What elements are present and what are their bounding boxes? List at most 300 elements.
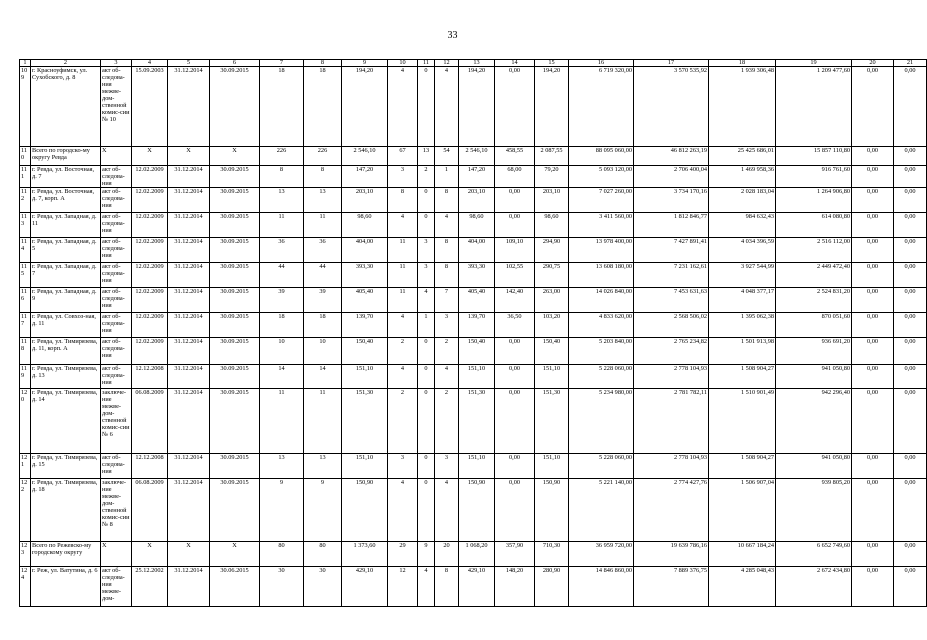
- table-row: [20, 365, 927, 389]
- table-cell-col-9: 405,40: [342, 288, 388, 313]
- table-cell-col-11: 1: [418, 313, 435, 338]
- table-cell-col-4: X: [132, 542, 168, 567]
- table-cell-col-18: 1 506 907,04: [709, 479, 776, 542]
- table-cell-col-7: 39: [260, 288, 304, 313]
- table-cell-col-2: г. Ревда, ул. Тимирязева, д. 18: [31, 479, 101, 542]
- table-cell-col-5: 31.12.2014: [168, 454, 210, 479]
- column-number-2: 2: [31, 60, 101, 67]
- table-cell-col-10: 2: [388, 338, 418, 365]
- table-cell-col-17: 2 765 234,82: [634, 338, 709, 365]
- table-cell-col-10: 2: [388, 389, 418, 454]
- table-cell-col-15: 150,40: [535, 338, 569, 365]
- table-cell-col-2: г. Ревда, ул. Восточная, д. 7, корп. А: [31, 188, 101, 213]
- table-cell-col-3: акт об-следова-ния: [101, 365, 132, 389]
- table-cell-col-4: 12.02.2009: [132, 313, 168, 338]
- table-cell-col-6: 30.09.2015: [210, 454, 260, 479]
- table-cell-col-4: 12.02.2009: [132, 188, 168, 213]
- table-cell-col-3: акт об-следова-ния: [101, 288, 132, 313]
- table-cell-col-7: 226: [260, 147, 304, 166]
- table-cell-col-10: 4: [388, 365, 418, 389]
- table-cell-col-10: 4: [388, 213, 418, 238]
- table-row: [20, 263, 927, 288]
- table-cell-col-10: 11: [388, 288, 418, 313]
- table-cell-col-3: акт об-следова-ния: [101, 263, 132, 288]
- table-cell-col-8: 11: [304, 213, 342, 238]
- table-cell-col-1: 118: [20, 338, 31, 365]
- table-cell-col-20: 0,00: [852, 338, 894, 365]
- column-number-1: 1: [20, 60, 31, 67]
- table-cell-col-8: 8: [304, 166, 342, 188]
- table-cell-col-8: 30: [304, 567, 342, 607]
- table-cell-col-3: X: [101, 147, 132, 166]
- table-cell-col-6: 30.09.2015: [210, 479, 260, 542]
- table-cell-col-8: 13: [304, 454, 342, 479]
- table-cell-col-13: 151,10: [459, 454, 495, 479]
- table-cell-col-16: 5 203 840,00: [569, 338, 634, 365]
- table-cell-col-3: акт об-следова-ния: [101, 188, 132, 213]
- table-cell-col-8: 80: [304, 542, 342, 567]
- table-cell-col-18: 3 927 544,99: [709, 263, 776, 288]
- table-cell-col-9: 150,90: [342, 479, 388, 542]
- table-cell-col-13: 98,60: [459, 213, 495, 238]
- table-cell-col-17: 2 774 427,76: [634, 479, 709, 542]
- table-cell-col-14: 0,00: [495, 389, 535, 454]
- table-cell-col-17: 2 706 400,04: [634, 166, 709, 188]
- table-cell-col-9: 404,00: [342, 238, 388, 263]
- table-cell-col-19: 614 080,80: [776, 213, 852, 238]
- table-cell-col-3: заключе-ние межве-дом-ственной комис-сии № 8: [101, 479, 132, 542]
- table-cell-col-12: 3: [435, 313, 459, 338]
- table-cell-col-3: заключе-ние межве-дом-ственной комис-сии № 6: [101, 389, 132, 454]
- table-cell-col-2: г. Ревда, ул. Совхоз-ная, д. 11: [31, 313, 101, 338]
- table-cell-col-1: 110: [20, 147, 31, 166]
- table-cell-col-9: 139,70: [342, 313, 388, 338]
- table-cell-col-12: 4: [435, 479, 459, 542]
- table-cell-col-20: 0,00: [852, 567, 894, 607]
- table-cell-col-9: 150,40: [342, 338, 388, 365]
- table-row: [20, 479, 927, 542]
- table-cell-col-13: 147,20: [459, 166, 495, 188]
- table-cell-col-16: 3 411 560,00: [569, 213, 634, 238]
- column-number-14: 14: [495, 60, 535, 67]
- table-cell-col-9: 98,60: [342, 213, 388, 238]
- table-cell-col-10: 4: [388, 313, 418, 338]
- table-cell-col-1: 112: [20, 188, 31, 213]
- table-cell-col-1: 114: [20, 238, 31, 263]
- table-cell-col-7: 10: [260, 338, 304, 365]
- table-cell-col-11: 9: [418, 542, 435, 567]
- column-number-12: 12: [435, 60, 459, 67]
- table-cell-col-17: 2 781 782,11: [634, 389, 709, 454]
- table-cell-col-4: 25.12.2002: [132, 567, 168, 607]
- table-cell-col-13: 404,00: [459, 238, 495, 263]
- table-cell-col-21: 0,00: [894, 389, 927, 454]
- table-cell-col-13: 194,20: [459, 67, 495, 147]
- table-cell-col-6: 30.09.2015: [210, 166, 260, 188]
- column-number-3: 3: [101, 60, 132, 67]
- table-cell-col-4: 06.08.2009: [132, 479, 168, 542]
- table-cell-col-5: 31.12.2014: [168, 238, 210, 263]
- table-cell-col-2: г. Ревда, ул. Тимирязева, д. 11, корп. А: [31, 338, 101, 365]
- table-cell-col-9: 2 546,10: [342, 147, 388, 166]
- table-cell-col-8: 36: [304, 238, 342, 263]
- table-cell-col-21: 0,00: [894, 365, 927, 389]
- table-cell-col-5: 31.12.2014: [168, 567, 210, 607]
- table-cell-col-8: 10: [304, 338, 342, 365]
- table-cell-col-17: 7 453 631,63: [634, 288, 709, 313]
- table-cell-col-17: 7 231 162,61: [634, 263, 709, 288]
- column-number-17: 17: [634, 60, 709, 67]
- table-cell-col-13: 139,70: [459, 313, 495, 338]
- table-cell-col-19: 936 691,20: [776, 338, 852, 365]
- table-row: [20, 147, 927, 166]
- table-cell-col-12: 3: [435, 454, 459, 479]
- table-cell-col-5: 31.12.2014: [168, 338, 210, 365]
- table-cell-col-7: 8: [260, 166, 304, 188]
- table-cell-col-10: 67: [388, 147, 418, 166]
- table-cell-col-8: 9: [304, 479, 342, 542]
- table-cell-col-3: акт об-следова-ния межве-дом-ственной комис-сии № 10: [101, 67, 132, 147]
- table-cell-col-5: 31.12.2014: [168, 479, 210, 542]
- table-cell-col-13: 150,40: [459, 338, 495, 365]
- table-cell-col-13: 393,30: [459, 263, 495, 288]
- table-row: [20, 288, 927, 313]
- table-cell-col-6: X: [210, 542, 260, 567]
- table-cell-col-17: 3 570 535,92: [634, 67, 709, 147]
- table-row: [20, 567, 927, 607]
- table-cell-col-18: 2 028 183,04: [709, 188, 776, 213]
- table-cell-col-11: 0: [418, 454, 435, 479]
- table-cell-col-6: 30.09.2015: [210, 188, 260, 213]
- table-cell-col-20: 0,00: [852, 479, 894, 542]
- table-cell-col-4: 06.08.2009: [132, 389, 168, 454]
- table-cell-col-16: 4 833 620,00: [569, 313, 634, 338]
- table-cell-col-16: 13 608 180,00: [569, 263, 634, 288]
- table-cell-col-14: 36,50: [495, 313, 535, 338]
- table-cell-col-8: 39: [304, 288, 342, 313]
- table-cell-col-15: 194,20: [535, 67, 569, 147]
- table-cell-col-15: 294,90: [535, 238, 569, 263]
- table-cell-col-21: 0,00: [894, 313, 927, 338]
- table-cell-col-17: 3 734 170,16: [634, 188, 709, 213]
- table-cell-col-6: 30.09.2015: [210, 213, 260, 238]
- table-cell-col-16: 6 719 320,00: [569, 67, 634, 147]
- table-cell-col-13: 150,90: [459, 479, 495, 542]
- table-cell-col-10: 29: [388, 542, 418, 567]
- table-cell-col-16: 14 026 840,00: [569, 288, 634, 313]
- table-cell-col-2: Всего по городско-му округу Ревда: [31, 147, 101, 166]
- table-cell-col-18: 984 632,43: [709, 213, 776, 238]
- table-cell-col-1: 122: [20, 479, 31, 542]
- table-cell-col-16: 88 095 060,00: [569, 147, 634, 166]
- column-number-21: 21: [894, 60, 927, 67]
- table-cell-col-17: 7 427 891,41: [634, 238, 709, 263]
- table-cell-col-11: 0: [418, 188, 435, 213]
- table-cell-col-5: 31.12.2014: [168, 166, 210, 188]
- table-cell-col-4: 12.02.2009: [132, 338, 168, 365]
- table-cell-col-15: 98,60: [535, 213, 569, 238]
- table-cell-col-2: г. Ревда, ул. Восточная, д. 7: [31, 166, 101, 188]
- table-cell-col-9: 429,10: [342, 567, 388, 607]
- table-cell-col-4: 12.02.2009: [132, 263, 168, 288]
- table-cell-col-1: 116: [20, 288, 31, 313]
- table-cell-col-13: 151,10: [459, 365, 495, 389]
- table-cell-col-15: 103,20: [535, 313, 569, 338]
- table-cell-col-14: 0,00: [495, 479, 535, 542]
- column-number-13: 13: [459, 60, 495, 67]
- table-cell-col-6: 30.06.2015: [210, 567, 260, 607]
- table-cell-col-10: 4: [388, 479, 418, 542]
- table-cell-col-19: 939 805,20: [776, 479, 852, 542]
- table-cell-col-4: 15.09.2003: [132, 67, 168, 147]
- table-cell-col-8: 226: [304, 147, 342, 166]
- table-cell-col-20: 0,00: [852, 238, 894, 263]
- table-cell-col-9: 151,30: [342, 389, 388, 454]
- table-cell-col-5: 31.12.2014: [168, 288, 210, 313]
- table-cell-col-8: 44: [304, 263, 342, 288]
- table-row: [20, 389, 927, 454]
- table-cell-col-21: 0,00: [894, 567, 927, 607]
- report-table-wrapper: [19, 59, 916, 607]
- table-cell-col-2: г. Ревда, ул. Тимирязева, д. 13: [31, 365, 101, 389]
- table-cell-col-18: 25 425 686,01: [709, 147, 776, 166]
- table-cell-col-21: 0,00: [894, 288, 927, 313]
- table-cell-col-15: 151,10: [535, 365, 569, 389]
- table-row: [20, 188, 927, 213]
- table-cell-col-19: 941 050,80: [776, 454, 852, 479]
- table-cell-col-13: 429,10: [459, 567, 495, 607]
- table-cell-col-4: 12.02.2009: [132, 288, 168, 313]
- table-cell-col-11: 0: [418, 338, 435, 365]
- table-cell-col-20: 0,00: [852, 166, 894, 188]
- table-cell-col-9: 1 373,60: [342, 542, 388, 567]
- table-cell-col-16: 13 978 400,00: [569, 238, 634, 263]
- column-number-4: 4: [132, 60, 168, 67]
- table-cell-col-20: 0,00: [852, 147, 894, 166]
- table-cell-col-7: 18: [260, 313, 304, 338]
- table-cell-col-19: 15 857 110,80: [776, 147, 852, 166]
- column-number-7: 7: [260, 60, 304, 67]
- table-cell-col-14: 458,55: [495, 147, 535, 166]
- column-number-5: 5: [168, 60, 210, 67]
- table-cell-col-10: 11: [388, 263, 418, 288]
- table-cell-col-12: 8: [435, 567, 459, 607]
- table-cell-col-1: 121: [20, 454, 31, 479]
- table-cell-col-4: 12.02.2009: [132, 166, 168, 188]
- table-cell-col-11: 4: [418, 567, 435, 607]
- table-cell-col-11: 0: [418, 213, 435, 238]
- table-cell-col-19: 1 209 477,60: [776, 67, 852, 147]
- table-cell-col-4: X: [132, 147, 168, 166]
- column-number-10: 10: [388, 60, 418, 67]
- table-cell-col-7: 44: [260, 263, 304, 288]
- table-cell-col-9: 203,10: [342, 188, 388, 213]
- table-cell-col-21: 0,00: [894, 166, 927, 188]
- table-body: [20, 67, 927, 607]
- table-cell-col-14: 0,00: [495, 454, 535, 479]
- table-cell-col-19: 2 672 434,80: [776, 567, 852, 607]
- table-cell-col-12: 20: [435, 542, 459, 567]
- table-cell-col-14: 102,55: [495, 263, 535, 288]
- table-cell-col-19: 6 652 749,60: [776, 542, 852, 567]
- table-cell-col-15: 150,90: [535, 479, 569, 542]
- table-cell-col-11: 3: [418, 238, 435, 263]
- table-cell-col-13: 405,40: [459, 288, 495, 313]
- table-cell-col-6: X: [210, 147, 260, 166]
- table-cell-col-21: 0,00: [894, 263, 927, 288]
- table-cell-col-12: 8: [435, 188, 459, 213]
- table-cell-col-18: 1 939 306,48: [709, 67, 776, 147]
- table-cell-col-5: 31.12.2014: [168, 263, 210, 288]
- table-cell-col-21: 0,00: [894, 238, 927, 263]
- table-cell-col-4: 12.02.2009: [132, 238, 168, 263]
- table-cell-col-2: г. Ревда, ул. Тимирязева, д. 14: [31, 389, 101, 454]
- table-cell-col-12: 1: [435, 166, 459, 188]
- table-cell-col-15: 280,90: [535, 567, 569, 607]
- table-cell-col-11: 4: [418, 288, 435, 313]
- table-cell-col-19: 2 524 831,20: [776, 288, 852, 313]
- table-cell-col-2: г. Красноуфимск, ул. Сухобского, д. 8: [31, 67, 101, 147]
- table-cell-col-2: г. Ревда, ул. Западная, д. 5: [31, 238, 101, 263]
- table-cell-col-13: 2 546,10: [459, 147, 495, 166]
- table-cell-col-1: 109: [20, 67, 31, 147]
- table-cell-col-7: 13: [260, 454, 304, 479]
- table-cell-col-6: 30.09.2015: [210, 389, 260, 454]
- table-cell-col-1: 119: [20, 365, 31, 389]
- table-cell-col-2: г. Ревда, ул. Тимирязева, д. 15: [31, 454, 101, 479]
- table-cell-col-18: 1 501 913,98: [709, 338, 776, 365]
- table-cell-col-4: 12.12.2008: [132, 454, 168, 479]
- table-cell-col-14: 142,40: [495, 288, 535, 313]
- table-cell-col-5: 31.12.2014: [168, 67, 210, 147]
- table-cell-col-6: 30.09.2015: [210, 365, 260, 389]
- table-row: [20, 238, 927, 263]
- table-cell-col-3: акт об-следова-ния: [101, 454, 132, 479]
- table-cell-col-16: 5 228 060,00: [569, 365, 634, 389]
- table-cell-col-21: 0,00: [894, 213, 927, 238]
- table-cell-col-7: 11: [260, 389, 304, 454]
- table-cell-col-11: 3: [418, 263, 435, 288]
- table-cell-col-19: 2 449 472,40: [776, 263, 852, 288]
- table-cell-col-14: 148,20: [495, 567, 535, 607]
- table-cell-col-14: 0,00: [495, 213, 535, 238]
- table-cell-col-5: 31.12.2014: [168, 213, 210, 238]
- table-cell-col-7: 18: [260, 67, 304, 147]
- table-cell-col-17: 2 778 104,93: [634, 454, 709, 479]
- table-cell-col-19: 942 296,40: [776, 389, 852, 454]
- table-cell-col-5: 31.12.2014: [168, 188, 210, 213]
- column-number-15: 15: [535, 60, 569, 67]
- table-cell-col-14: 0,00: [495, 188, 535, 213]
- table-cell-col-3: X: [101, 542, 132, 567]
- table-cell-col-5: 31.12.2014: [168, 389, 210, 454]
- table-cell-col-14: 357,90: [495, 542, 535, 567]
- table-cell-col-8: 18: [304, 313, 342, 338]
- table-cell-col-11: 0: [418, 365, 435, 389]
- table-cell-col-11: 0: [418, 479, 435, 542]
- column-number-19: 19: [776, 60, 852, 67]
- table-cell-col-12: 2: [435, 338, 459, 365]
- table-cell-col-15: 203,10: [535, 188, 569, 213]
- table-row: [20, 542, 927, 567]
- table-cell-col-20: 0,00: [852, 542, 894, 567]
- table-cell-col-19: 916 761,60: [776, 166, 852, 188]
- table-cell-col-10: 3: [388, 454, 418, 479]
- table-cell-col-15: 263,00: [535, 288, 569, 313]
- table-cell-col-15: 79,20: [535, 166, 569, 188]
- column-number-9: 9: [342, 60, 388, 67]
- table-cell-col-13: 151,30: [459, 389, 495, 454]
- table-cell-col-14: 0,00: [495, 365, 535, 389]
- table-cell-col-15: 290,75: [535, 263, 569, 288]
- table-cell-col-5: X: [168, 542, 210, 567]
- table-row: [20, 213, 927, 238]
- table-cell-col-18: 4 034 396,59: [709, 238, 776, 263]
- table-cell-col-9: 147,20: [342, 166, 388, 188]
- table-cell-col-11: 13: [418, 147, 435, 166]
- table-cell-col-3: акт об-следова-ния: [101, 338, 132, 365]
- table-cell-col-17: 19 639 786,16: [634, 542, 709, 567]
- table-cell-col-12: 4: [435, 365, 459, 389]
- table-cell-col-5: X: [168, 147, 210, 166]
- table-cell-col-16: 14 846 860,00: [569, 567, 634, 607]
- table-cell-col-17: 7 889 376,75: [634, 567, 709, 607]
- table-cell-col-12: 2: [435, 389, 459, 454]
- table-cell-col-14: 0,00: [495, 67, 535, 147]
- table-cell-col-21: 0,00: [894, 338, 927, 365]
- table-cell-col-15: 2 087,55: [535, 147, 569, 166]
- table-cell-col-19: 1 264 906,80: [776, 188, 852, 213]
- table-cell-col-10: 3: [388, 166, 418, 188]
- table-cell-col-13: 203,10: [459, 188, 495, 213]
- table-row: [20, 67, 927, 147]
- table-cell-col-7: 11: [260, 213, 304, 238]
- table-cell-col-1: 123: [20, 542, 31, 567]
- report-table: [19, 59, 927, 607]
- table-cell-col-3: акт об-следова-ния: [101, 213, 132, 238]
- table-cell-col-7: 14: [260, 365, 304, 389]
- table-cell-col-2: г. Реж, ул. Ватутина, д. 6: [31, 567, 101, 607]
- column-number-8: 8: [304, 60, 342, 67]
- table-cell-col-18: 1 508 904,27: [709, 454, 776, 479]
- table-cell-col-12: 7: [435, 288, 459, 313]
- table-cell-col-18: 1 508 904,27: [709, 365, 776, 389]
- table-cell-col-18: 4 048 377,17: [709, 288, 776, 313]
- table-cell-col-14: 68,00: [495, 166, 535, 188]
- table-row: [20, 166, 927, 188]
- table-cell-col-7: 30: [260, 567, 304, 607]
- table-cell-col-2: г. Ревда, ул. Западная, д. 9: [31, 288, 101, 313]
- table-cell-col-7: 80: [260, 542, 304, 567]
- column-number-row: [20, 60, 927, 67]
- table-cell-col-20: 0,00: [852, 365, 894, 389]
- table-cell-col-10: 8: [388, 188, 418, 213]
- table-cell-col-8: 14: [304, 365, 342, 389]
- table-cell-col-16: 36 959 720,00: [569, 542, 634, 567]
- table-cell-col-20: 0,00: [852, 313, 894, 338]
- table-cell-col-6: 30.09.2015: [210, 288, 260, 313]
- table-cell-col-21: 0,00: [894, 147, 927, 166]
- table-cell-col-15: 151,30: [535, 389, 569, 454]
- table-cell-col-10: 11: [388, 238, 418, 263]
- table-cell-col-3: акт об-следова-ния: [101, 238, 132, 263]
- table-cell-col-19: 2 516 112,00: [776, 238, 852, 263]
- column-number-18: 18: [709, 60, 776, 67]
- table-cell-col-12: 54: [435, 147, 459, 166]
- table-cell-col-17: 1 812 846,77: [634, 213, 709, 238]
- table-cell-col-9: 194,20: [342, 67, 388, 147]
- table-cell-col-20: 0,00: [852, 454, 894, 479]
